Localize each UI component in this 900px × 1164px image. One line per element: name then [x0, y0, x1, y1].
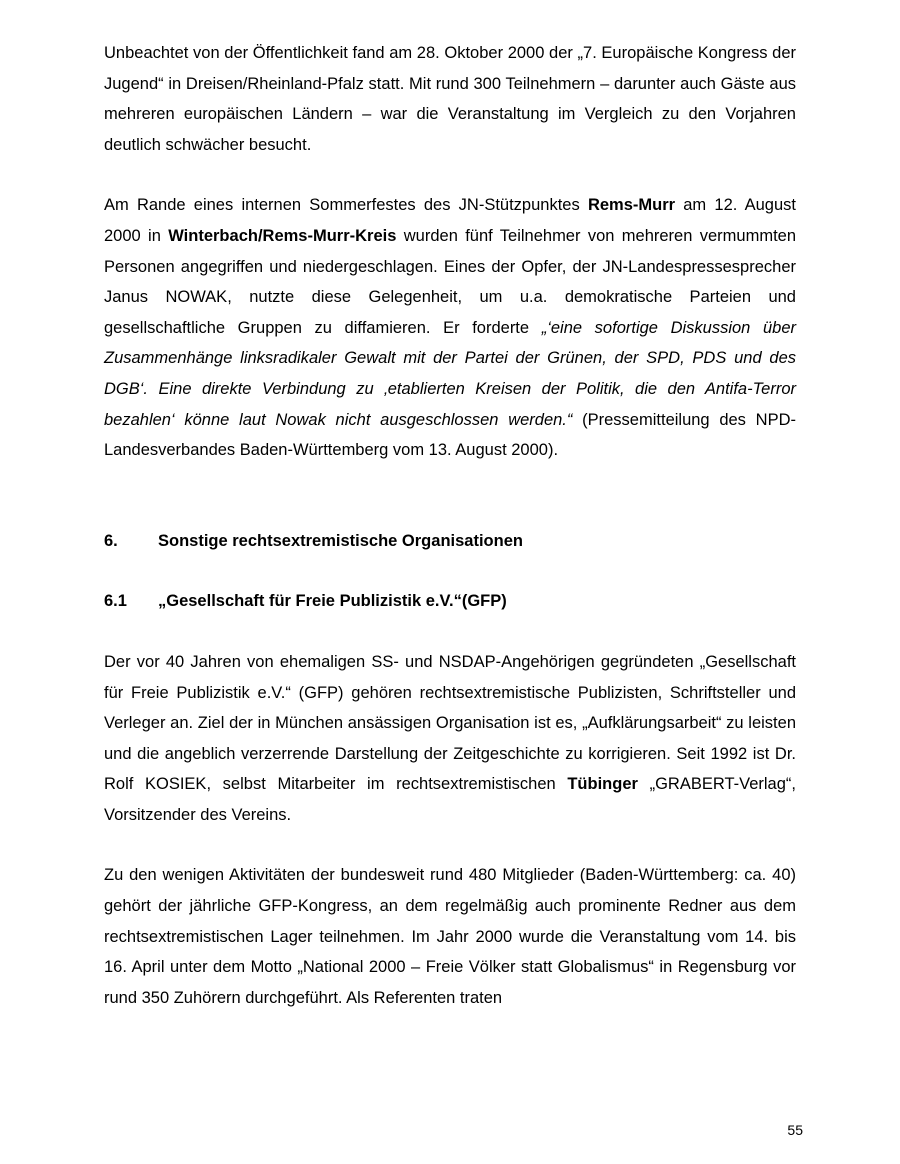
section-heading-6-1 [104, 586, 796, 617]
paragraph-europaeischer-kongress [104, 38, 796, 160]
section-gap [104, 466, 796, 526]
italic-quote: „‘eine sofortige Diskussion über Zusammenhänge linksradikaler Gewalt mit der Partei der Grünen, der SPD, PDS und des DGB‘. Eine direkte Verbindung zu ‚etablierten Kreisen der Politik, die den Antifa-Terror bezahlen‘ könne laut Nowak nicht ausgeschlossen werden.“ [104, 318, 797, 429]
section-number: 6. [104, 531, 118, 550]
paragraph-text: Der vor 40 Jahren von ehemaligen SS- und NSDAP-Angehörigen gegründeten „Gesellschaft für Freie Publizistik e.V.“ (GFP) gehören rechtsextremistische Publizisten, Schriftsteller und Verleger an. Ziel der in München ansässigen Organisation ist es, „Aufklärungsarbeit“ zu leisten und die angeblich verzerrende Darstellung der Zeitgeschichte zu korrigieren. Seit 1992 ist Dr. Rolf KOSIEK, selbst Mitarbeiter im rechtsextremistischen [104, 652, 796, 794]
paragraph-gap [104, 830, 796, 860]
section-title: Sonstige rechtsextremistische Organisationen [158, 531, 523, 550]
page-number: 55 [787, 1122, 803, 1138]
section-number: 6.1 [104, 592, 127, 611]
paragraph-gfp-kongress [104, 860, 796, 1013]
bold-location-tuebinger: Tübinger [567, 775, 638, 794]
paragraph-text: Zu den wenigen Aktivitäten der bundesweit rund 480 Mitglieder (Baden-Württemberg: ca. 40) gehört der jährliche GFP-Kongress, an dem regelmäßig auch prominente Redner aus dem rechtsextremistischen Lager teilnehmen. Im Jahr 2000 wurde die Veranstaltung vom 14. bis 16. April unter dem Motto „National 2000 – Freie Völker statt Globalismus“ in Regensburg vor rund 350 Zuhörern durchgeführt. Als Referenten traten [104, 866, 796, 1007]
paragraph-text: Unbeachtet von der Öffentlichkeit fand am 28. Oktober 2000 der „7. Europäische Kongress der Jugend“ in Dreisen/Rheinland-Pfalz statt. Mit rund 300 Teilnehmern – darunter auch Gäste aus mehreren europäischen Ländern – war die Veranstaltung im Vergleich zu den Vorjahren deutlich schwächer besucht. [104, 44, 796, 154]
document-page [104, 38, 796, 1013]
bold-location-winterbach: Winterbach/Rems-Murr-Kreis [168, 226, 397, 245]
paragraph-text: „GRABERT-Verlag“, Vorsitzender des Vereins. [104, 775, 796, 824]
paragraph-sommerfest [104, 190, 796, 465]
paragraph-text: am 12. August 2000 in [104, 196, 796, 245]
paragraph-text: Am Rande eines internen Sommerfestes des JN-Stützpunktes [104, 196, 588, 215]
section-heading-6 [104, 526, 796, 557]
section-gap [104, 556, 796, 586]
bold-location-rems-murr: Rems-Murr [587, 196, 676, 215]
paragraph-gfp-description [104, 647, 796, 831]
paragraph-gap [104, 160, 796, 190]
paragraph-gap [104, 617, 796, 647]
paragraph-text: (Pressemitteilung des NPD-Landesverbandes Baden-Württemberg vom 13. August 2000). [104, 410, 796, 460]
paragraph-text: wurden fünf Teilnehmer von mehreren vermummten Personen angegriffen und niedergeschlagen. Eines der Opfer, der JN-Landespressesprecher Janus NOWAK, nutzte diese Gelegenheit, um u.a. demokratische Parteien und gesellschaftliche Gruppen zu diffamieren. Er forderte [104, 226, 797, 337]
section-title: „Gesellschaft für Freie Publizistik e.V.“(GFP) [158, 592, 507, 611]
